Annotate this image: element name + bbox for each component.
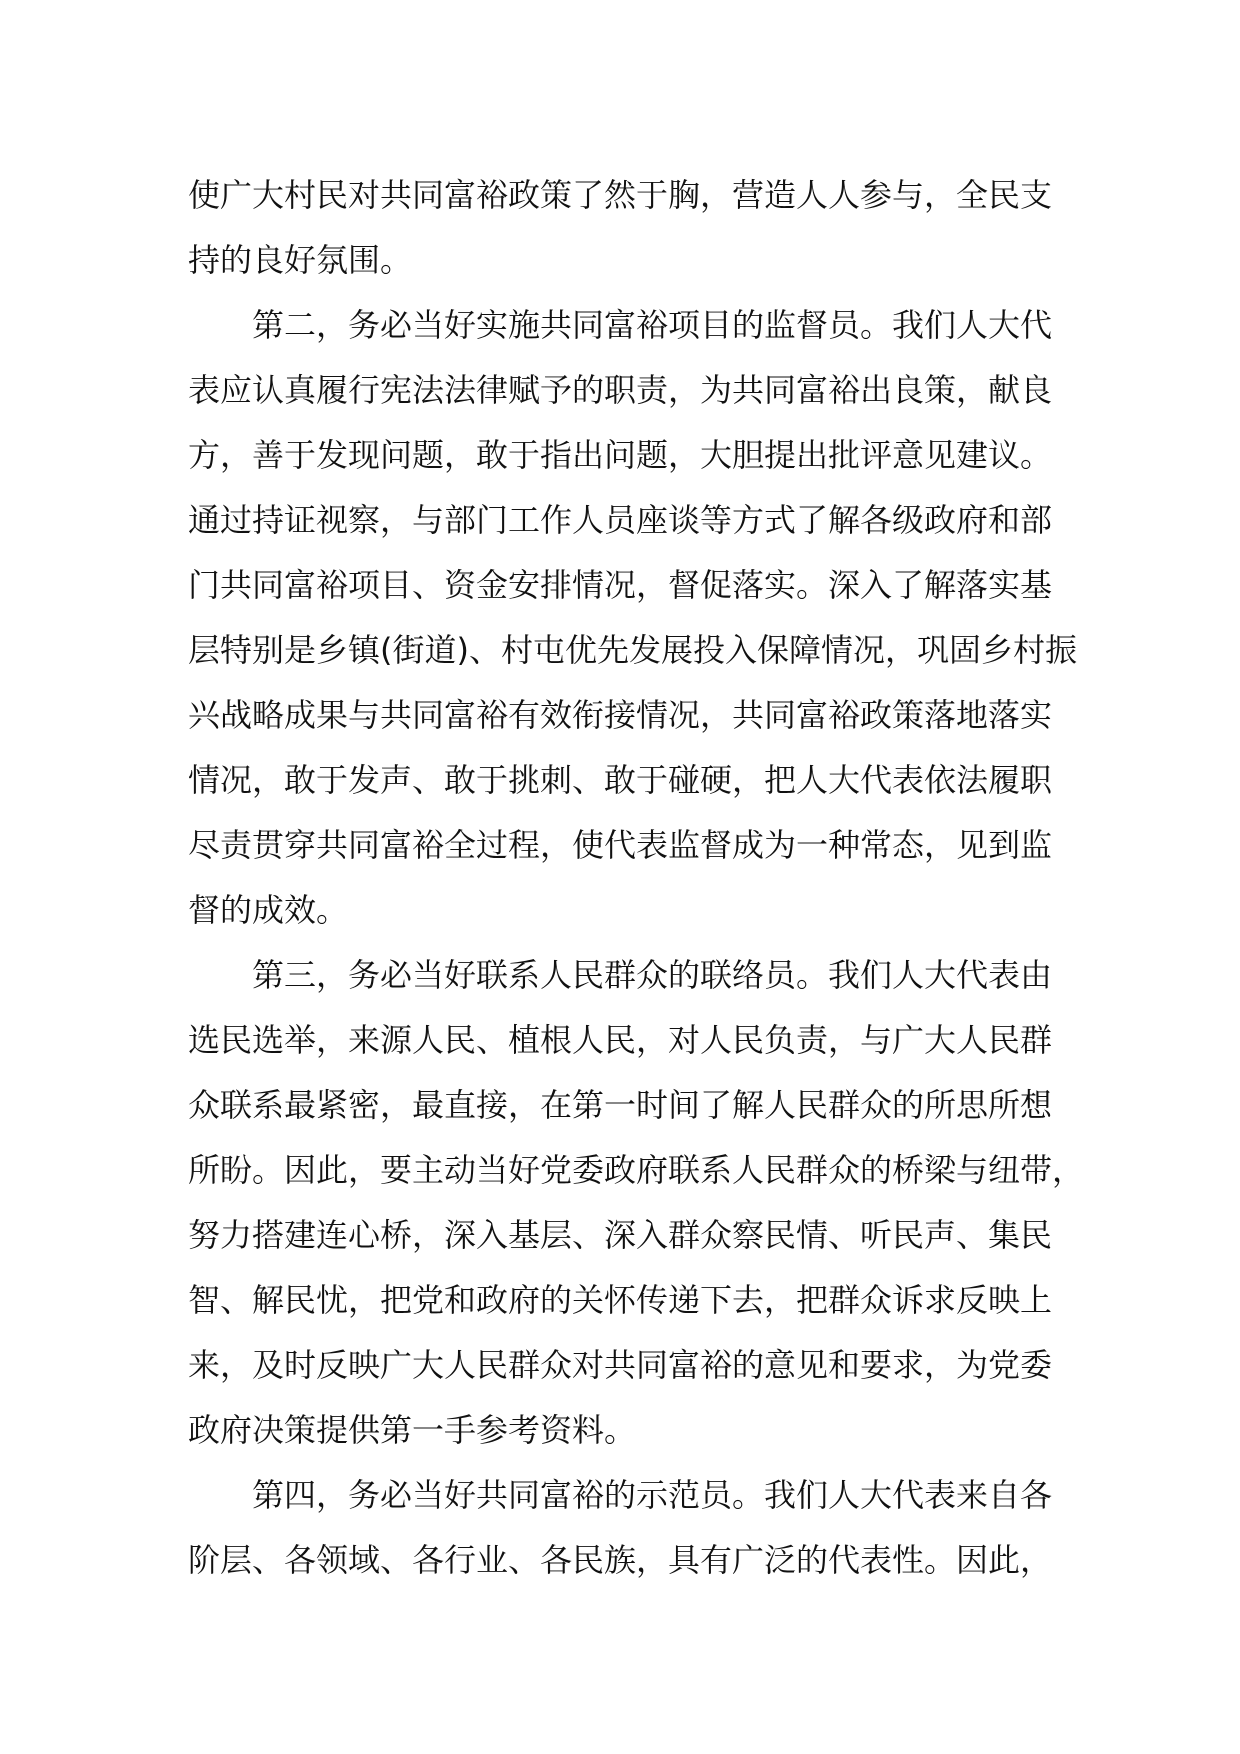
- text-line: 所盼。因此，要主动当好党委政府联系人民群众的桥梁与纽带，: [188, 1151, 1085, 1189]
- text-line: 门共同富裕项目、资金安排情况，督促落实。深入了解落实基: [188, 566, 1053, 604]
- text-line: 阶层、各领域、各行业、各民族，具有广泛的代表性。因此，: [188, 1541, 1053, 1579]
- paragraph-fourth: [188, 1463, 1108, 1593]
- text-line: 第四，务必当好共同富裕的示范员。我们人大代表来自各: [252, 1476, 1053, 1514]
- text-line: 层特别是乡镇(街道)、村屯优先发展投入保障情况，巩固乡村振: [188, 631, 1077, 669]
- text-line: 通过持证视察，与部门工作人员座谈等方式了解各级政府和部: [188, 501, 1053, 539]
- text-line: 来，及时反映广大人民群众对共同富裕的意见和要求，为党委: [188, 1346, 1053, 1384]
- text-line: 督的成效。: [188, 891, 349, 929]
- text-line: 表应认真履行宪法法律赋予的职责，为共同富裕出良策，献良: [188, 371, 1053, 409]
- text-line: 第三，务必当好联系人民群众的联络员。我们人大代表由: [252, 956, 1053, 994]
- paragraph-second: [188, 293, 1108, 943]
- paragraph-continued: [188, 163, 1108, 293]
- text-line: 兴战略成果与共同富裕有效衔接情况，共同富裕政策落地落实: [188, 696, 1053, 734]
- text-line: 情况，敢于发声、敢于挑刺、敢于碰硬，把人大代表依法履职: [188, 761, 1053, 799]
- document-body: [188, 163, 1108, 1593]
- paragraph-third: [188, 943, 1108, 1463]
- text-line: 努力搭建连心桥，深入基层、深入群众察民情、听民声、集民: [188, 1216, 1053, 1254]
- text-line: 尽责贯穿共同富裕全过程，使代表监督成为一种常态，见到监: [188, 826, 1053, 864]
- text-line: 方，善于发现问题，敢于指出问题，大胆提出批评意见建议。: [188, 436, 1053, 474]
- text-line: 第二，务必当好实施共同富裕项目的监督员。我们人大代: [252, 306, 1053, 344]
- text-line: 政府决策提供第一手参考资料。: [188, 1411, 637, 1449]
- text-line: 使广大村民对共同富裕政策了然于胸，营造人人参与，全民支: [188, 176, 1053, 214]
- text-line: 选民选举，来源人民、植根人民，对人民负责，与广大人民群: [188, 1021, 1053, 1059]
- text-line: 众联系最紧密，最直接，在第一时间了解人民群众的所思所想: [188, 1086, 1053, 1124]
- text-line: 智、解民忧，把党和政府的关怀传递下去，把群众诉求反映上: [188, 1281, 1053, 1319]
- text-line: 持的良好氛围。: [188, 241, 413, 279]
